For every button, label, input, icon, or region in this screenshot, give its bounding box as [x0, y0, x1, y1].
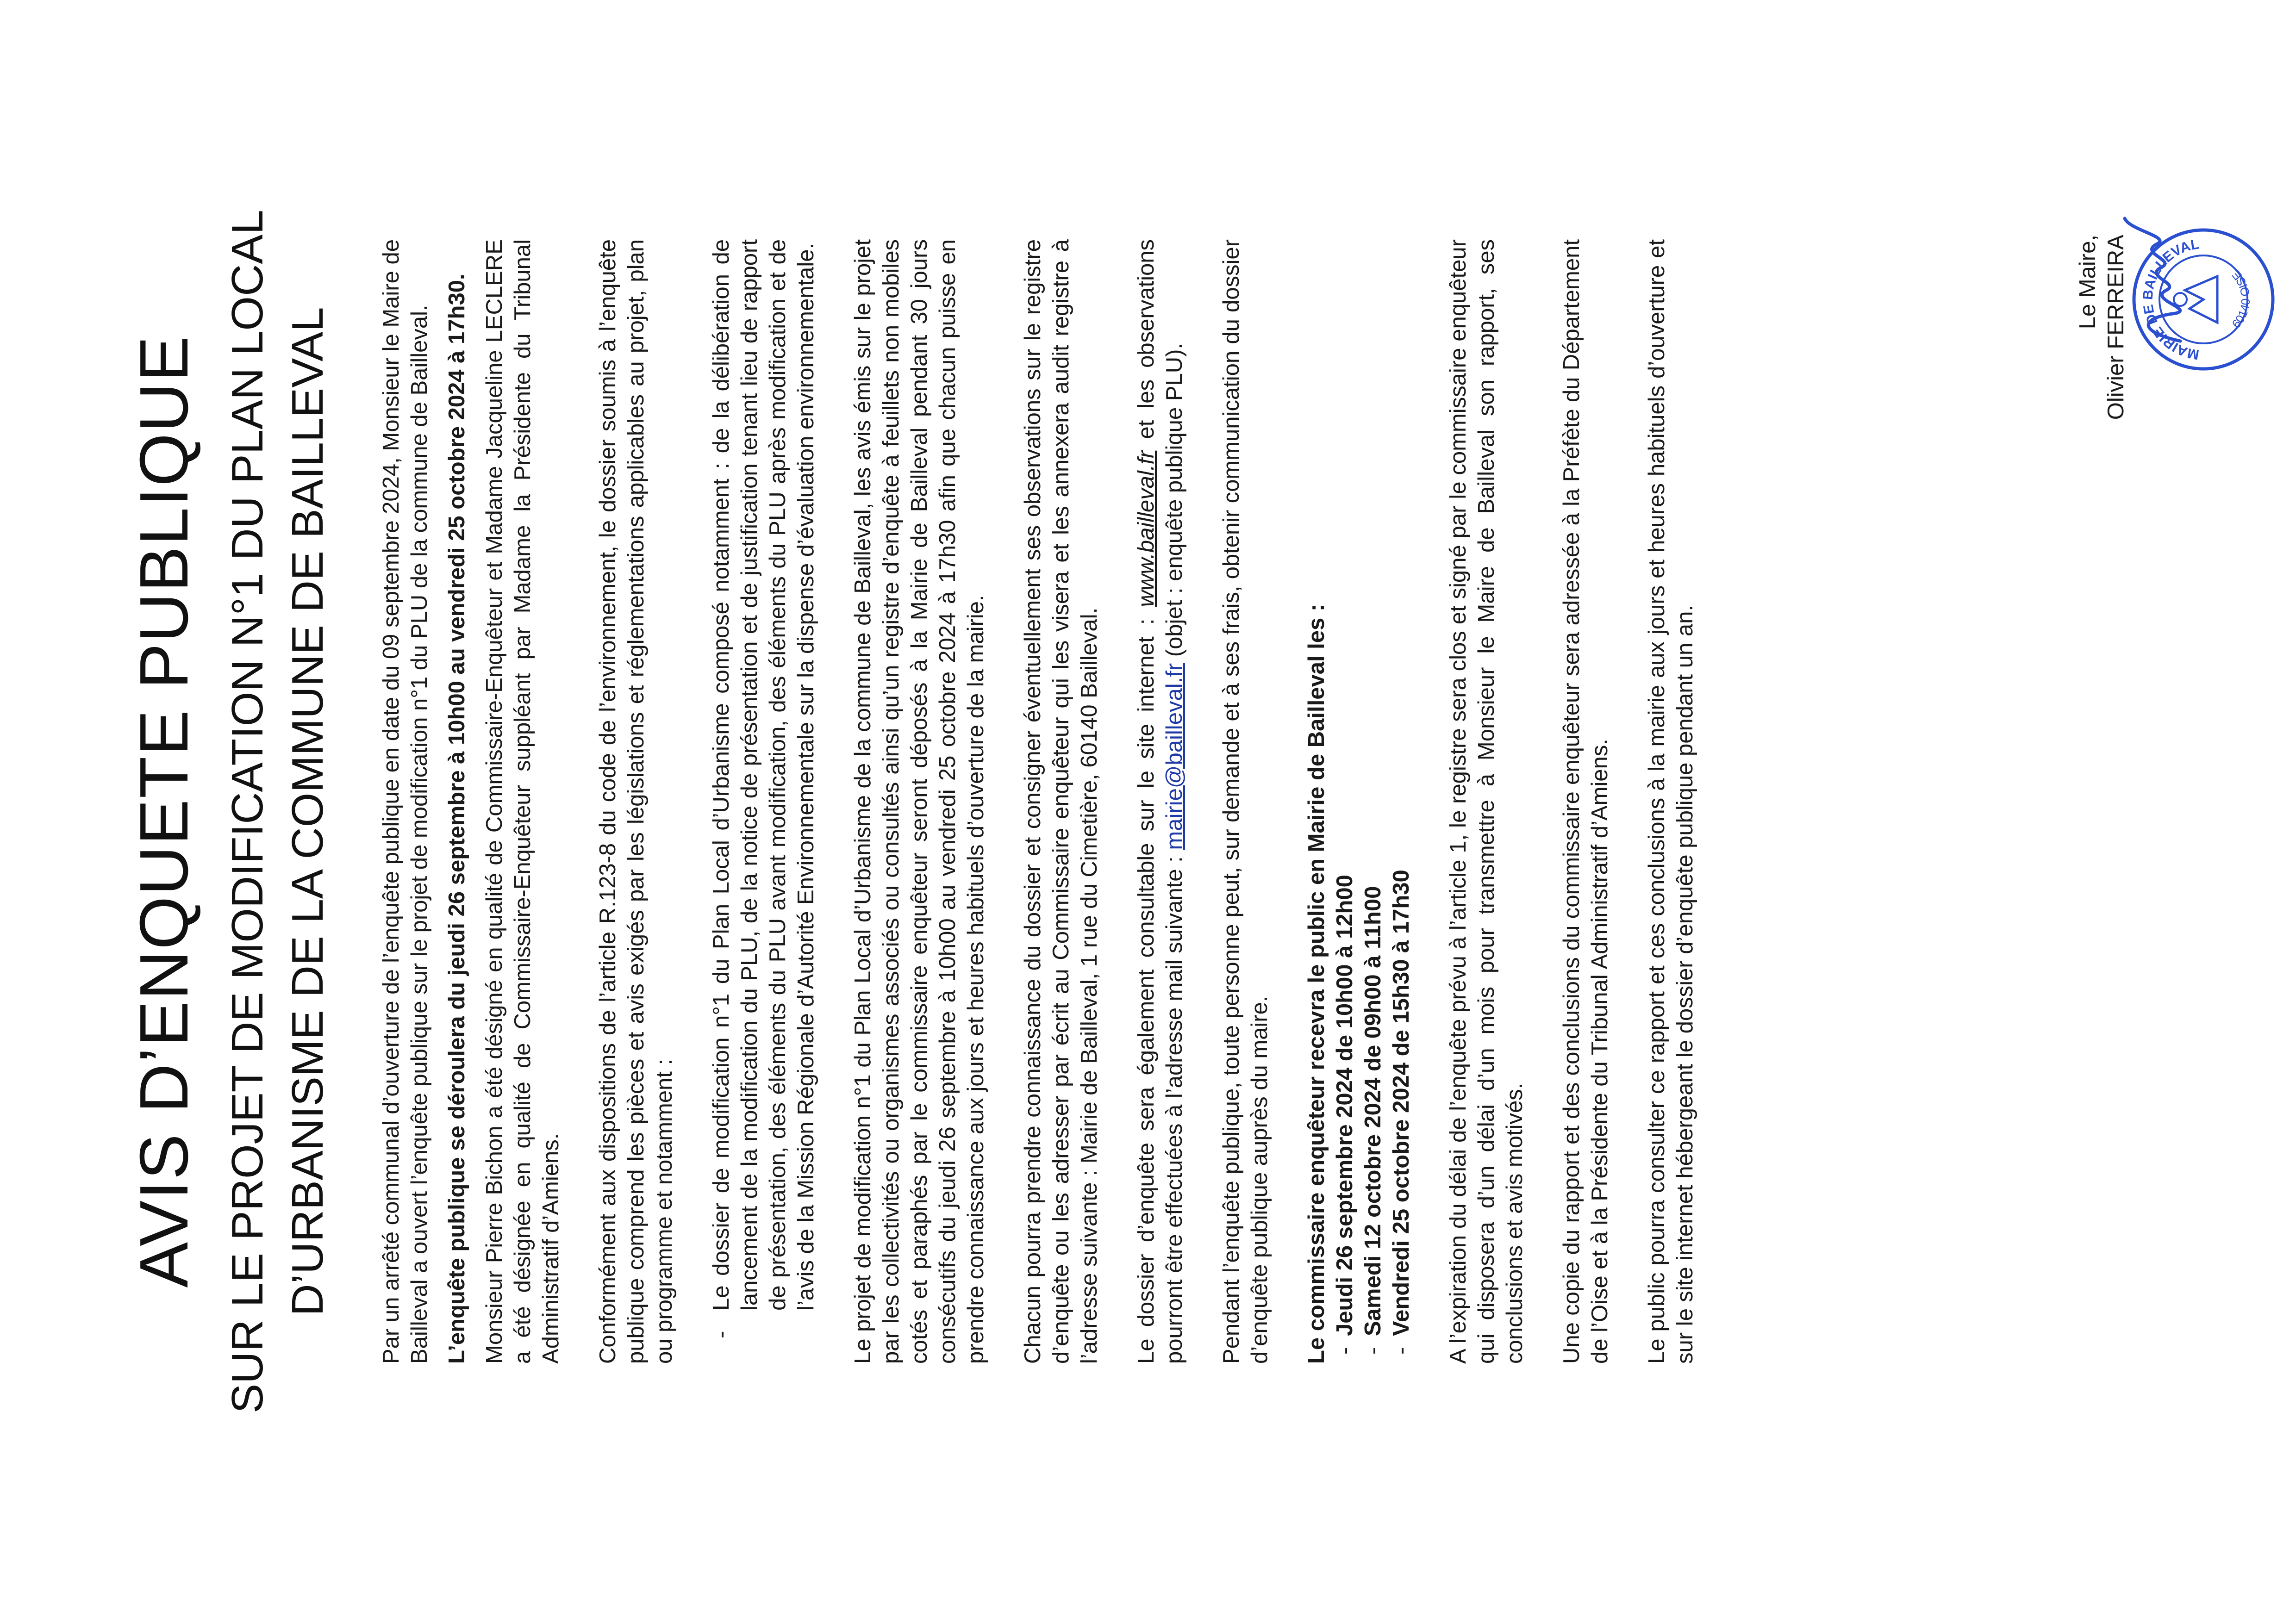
website-link[interactable]: www.bailleval.fr	[1134, 450, 1159, 607]
schedule-item: Samedi 12 octobre 2024 de 09h00 à 11h00	[1360, 886, 1385, 1336]
signature-role: Le Maire,	[2075, 235, 2100, 330]
paragraph-consultation: Chacun pourra prendre connaissance du dossier et consigner éventuellement ses observations sur le registre d’enquête ou les adresser par écrit au Commissaire enquêteur qui les visera et les annexera audit registre à l’adresse suivante : Mairie de Bailleval, 1 rue du Cimetière, 60140 Bailleval.	[1020, 239, 1102, 1364]
schedule-title: Le commissaire enquêteur recevra le public en Mairie de Bailleval les :	[1304, 603, 1329, 1364]
subtitle-line-2: D’URBANISME DE LA COMMUNE DE BAILLEVAL	[283, 307, 332, 1316]
paragraph-dates: L’enquête publique se déroulera du jeudi 26 septembre à 10h00 au vendredi 25 octobre 2024 à 17h30.	[444, 274, 469, 1364]
list-item-text: Le dossier de modification n°1 du Plan Local d’Urbanisme composé notamment : de la délibération de lancement de la modification du PLU, de la notice de présentation et de justification tenant lieu de rapport de présentation, des éléments du PLU avant modification, des éléments du PLU après modification et de l’avis de la Mission Régionale d’Autorité Environnementale sur la dispense d’évaluation environnementale.	[709, 239, 818, 1311]
paragraph-copy: Une copie du rapport et des conclusions du commissaire enquêteur sera adressée à la Préfète du Département de l’Oise et à la Présidente du Tribunal Administratif d’Amiens.	[1559, 239, 1612, 1364]
notice-body	[377, 239, 1699, 1364]
paragraph-dispositions: Conformément aux dispositions de l’article R.123-8 du code de l’environnement, le dossier soumis à l’enquête publique comprend les pièces et avis exigés par les législations et réglementations applicables au projet, plan ou programme et notamment :	[595, 239, 677, 1364]
list-dash: -	[1332, 1347, 1357, 1355]
list-item	[707, 239, 820, 1364]
schedule-row	[1387, 239, 1416, 1364]
list-dash: -	[709, 1331, 734, 1338]
list-dash: -	[1389, 1347, 1414, 1355]
paragraph-commissioner: Monsieur Pierre Bichon a été désigné en qualité de Commissaire-Enquêteur et Madame Jacqueline LECLERE a été désignée en qualité de Commissaire-Enquêteur suppléant par Madame la Présidente du Tribunal Administratif d’Amiens.	[482, 239, 563, 1364]
paragraph-project: Le projet de modification n°1 du Plan Local d’Urbanisme de la commune de Bailleval, les avis émis sur le projet par les collectivités ou organismes associés ou consultés ainsi qu’un registre d’enquête à feuillets non mobiles cotés et paraphés par le commissaire enquêteur seront déposés à la Mairie de Bailleval pendant 30 jours consécutifs du jeudi 26 septembre à 10h00 au vendredi 25 octobre 2024 à 17h30 afin que chacun puisse en prendre connaissance aux jours et heures habituels d’ouverture de la mairie.	[850, 239, 988, 1364]
paragraph-communication: Pendant l’enquête publique, toute personne peut, sur demande et à ses frais, obtenir communication du dossier d’enquête publique auprès du maire.	[1219, 239, 1272, 1364]
page-title: AVIS D’ENQUETE PUBLIQUE	[126, 335, 202, 1288]
online-text-a: Le dossier d’enquête sera également consultable sur le site internet :	[1134, 607, 1159, 1364]
subtitle-line-1: SUR LE PROJET DE MODIFICATION N°1 DU PLAN LOCAL	[223, 210, 272, 1413]
stamp-text: MAIRIE DE BAILLEVAL	[2140, 236, 2201, 362]
schedule-item: Vendredi 25 octobre 2024 de 15h30 à 17h30	[1389, 870, 1414, 1336]
paragraph-opening: Par un arrêté communal d’ouverture de l’enquête publique en date du 09 septembre 2024, Monsieur le Maire de Bailleval a ouvert l’enquête publique sur le projet de modification n°1 du PLU de la commune de Bailleval.	[379, 239, 432, 1364]
paragraph-expiration: A l’expiration du délai de l’enquête prévu à l’article 1, le registre sera clos et signé par le commissaire enquêteur qui disposera d’un délai d’un mois pour transmettre à Monsieur le Maire de Bailleval son rapport, ses conclusions et avis motivés.	[1446, 239, 1527, 1364]
online-text-c: (objet : enquête publique PLU).	[1162, 342, 1187, 663]
online-text-b: et les observations pourront être effectuées à l’adresse mail suivante :	[1134, 239, 1187, 1364]
schedule	[1303, 239, 1416, 1364]
paragraph-online	[1132, 239, 1189, 1364]
stamp-emblem-icon	[2185, 276, 2217, 323]
mairie-stamp	[2129, 225, 2277, 373]
schedule-item: Jeudi 26 septembre 2024 de 10h00 à 12h00	[1332, 875, 1357, 1336]
stamp-postcode: 60140 OISE	[2229, 268, 2253, 331]
svg-text:60140 OISE	[2229, 268, 2252, 331]
list-dash: -	[1360, 1347, 1385, 1355]
schedule-row	[1359, 239, 1387, 1364]
paragraph-public: Le public pourra consulter ce rapport et ces conclusions à la mairie aux jours et heures habituels d’ouverture et sur le site internet hébergeant le dossier d’enquête publique pendant un an.	[1644, 239, 1697, 1364]
signature-name: Olivier FERREIRA	[2103, 235, 2128, 420]
schedule-row	[1331, 239, 1359, 1364]
email-link[interactable]: mairie@bailleval.fr	[1162, 663, 1187, 850]
